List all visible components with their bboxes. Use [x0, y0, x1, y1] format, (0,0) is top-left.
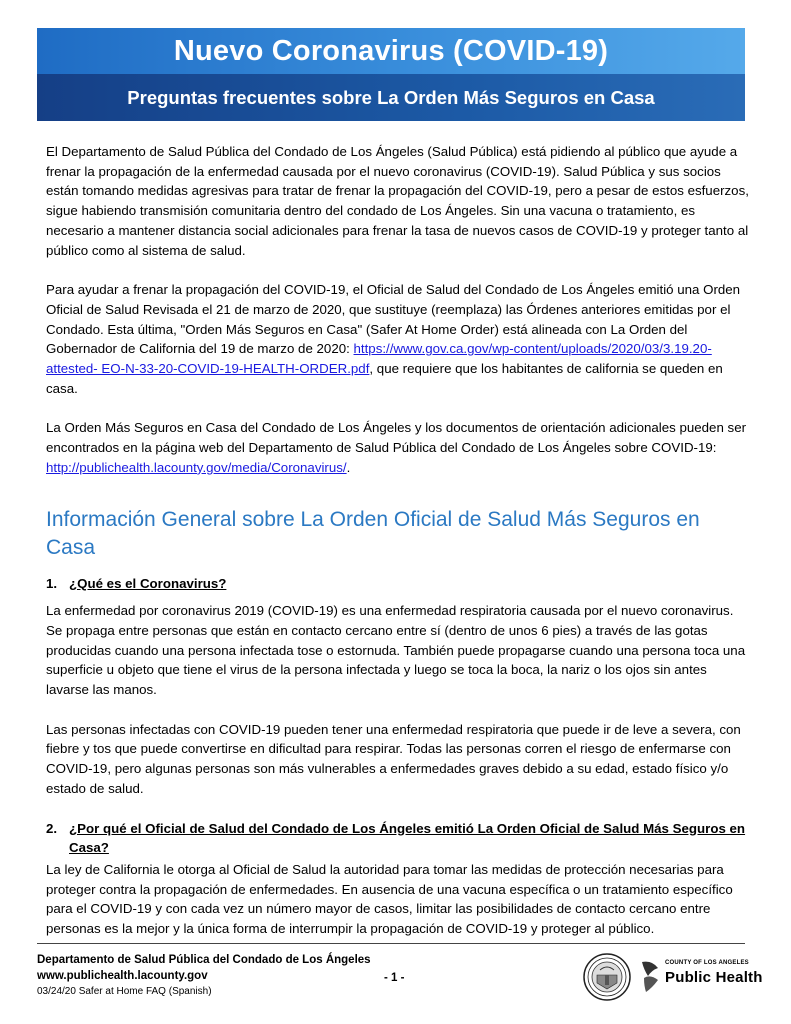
page-number: - 1 -: [384, 972, 405, 984]
header-banner: [37, 28, 745, 121]
governor-order-link[interactable]: https://www.gov.ca.gov/wp-content/uploads/2020/03/3.19.20-attested- EO-N-33-20-COVID-19-HEALTH-ORDER.pdf: [46, 341, 712, 377]
question-number: 2.: [46, 820, 58, 836]
footer-info: [37, 952, 371, 1000]
coronavirus-page-link[interactable]: http://publichealth.lacounty.gov/media/Coronavirus/: [46, 459, 347, 475]
answer-1-paragraph-1: La enfermedad por coronavirus 2019 (COVID-19) es una enfermedad respiratoria causada por el nuevo coronavirus. Se propaga entre personas que están en contacto cercano entre sí (dentro de unos 6 pies) a través de las gotas producidas cuando una persona infectada tose o estornuda. También puede propagarse cuando una persona toca una superficie u objeto que tiene el virus de la persona infectada y luego se toca la boca, la nariz o los ojos sin antes lavarse las manos.: [46, 603, 746, 698]
question-number: 1.: [46, 575, 58, 591]
page-title: Nuevo Coronavirus (COVID-19): [37, 28, 745, 74]
intro-paragraph-3: [46, 418, 751, 477]
intro-p2-text: Para ayudar a frenar la propagación del COVID-19, el Oficial de Salud del Condado de Los Ángeles emitió una Orden Oficial de Salud Revisada el 21 de marzo de 2020, que sustituye (reemplaza) las Órdenes anteriores emitidas por el Condado. Esta última, "Orden Más Seguros en Casa" (Safer At Home Order) está alineada con La Orden del Gobernador de California del 19 de marzo de 2020:: [46, 282, 741, 357]
footer-divider: [37, 943, 745, 944]
county-seal-icon: [583, 953, 631, 1001]
page-subtitle: Preguntas frecuentes sobre La Orden Más Seguros en Casa: [37, 74, 745, 121]
footer-doc-id: 03/24/20 Safer at Home FAQ (Spanish): [37, 986, 212, 997]
document-body: [46, 142, 751, 939]
footer-website: www.publichealth.lacounty.gov: [37, 970, 208, 982]
logo-public-health-text: Public Health: [665, 969, 763, 986]
intro-p2-after: , que requiere que los habitantes de california se queden en casa.: [46, 361, 723, 396]
logo-county-text: COUNTY OF LOS ANGELES: [665, 960, 749, 966]
question-1: [46, 574, 751, 594]
intro-paragraph-1: El Departamento de Salud Pública del Condado de Los Ángeles (Salud Pública) está pidiendo al público que ayude a frenar la propagación de la enfermedad causada por el nuevo coronavirus (COVID-19). Salud Pública y sus socios están tomando medidas agresivas para tratar de frenar la propagación del COVID-19, pero a pesar de estos esfuerzos, sigue habiendo transmisión comunitaria dentro del condado de Los Ángeles. Sin una vacuna o tratamiento, es necesario a mantener distancia social adicionales para frenar la tasa de nuevos casos de COVID-19 y proteger tanto al público como al sistema de salud.: [46, 144, 749, 258]
answer-2-paragraph-1: La ley de California le otorga al Oficial de Salud la autoridad para tomar las medidas de protección necesarias para proteger contra la propagación de enfermedades. En ausencia de una vacuna específica o un tratamiento específico para el COVID-19 y con cada vez un número mayor de casos, limitar las posibilidades de contacto cercano entre personas es la mejor y la única forma de interrumpir la propagación de COVID-19 y proteger al público.: [46, 861, 733, 937]
question-text: ¿Por qué el Oficial de Salud del Condado de Los Ángeles emitió La Orden Oficial de Salud Más Seguros en Casa?: [69, 820, 746, 856]
intro-p3-after: .: [346, 459, 351, 475]
question-text: ¿Qué es el Coronavirus?: [69, 575, 227, 591]
question-2: [46, 819, 751, 858]
section-heading: Información General sobre La Orden Oficial de Salud Más Seguros en Casa: [46, 507, 700, 559]
intro-p3-text: La Orden Más Seguros en Casa del Condado de Los Ángeles y los documentos de orientación adicionales pueden ser encontrados en la página web del Departamento de Salud Pública del Condado de Los Ángeles sobre COVID-19:: [46, 420, 747, 456]
footer-department: Departamento de Salud Pública del Condado de Los Ángeles: [37, 954, 371, 966]
answer-1-paragraph-2: Las personas infectadas con COVID-19 pueden tener una enfermedad respiratoria que puede ir de leve a severa, con fiebre y tos que puede convertirse en dificultad para respirar. Todas las personas corren el riesgo de enfermarse con COVID-19, pero algunas personas son más vulnerables a enfermedades graves debido a su edad, estado físico y/o estado de salud.: [46, 721, 741, 796]
intro-paragraph-2: [46, 280, 751, 398]
